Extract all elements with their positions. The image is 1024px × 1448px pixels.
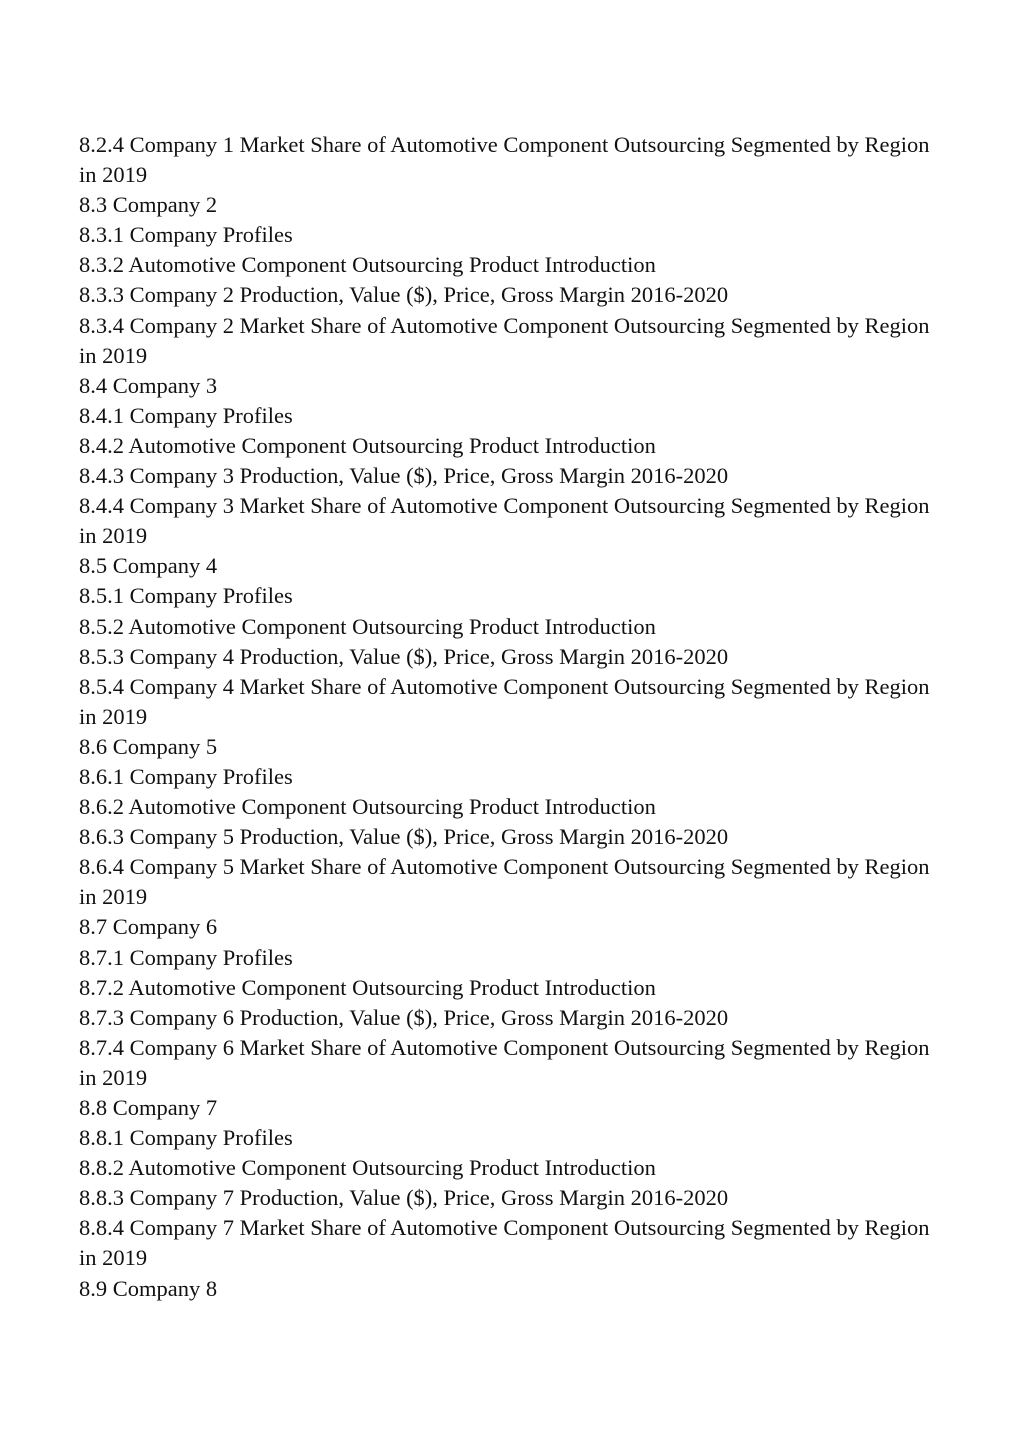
toc-entry-8-8-1: 8.8.1 Company Profiles [79,1125,293,1151]
toc-entry-8-5-4: 8.5.4 Company 4 Market Share of Automotive Component Outsourcing Segmented by Region in 2019 [79,673,930,729]
toc-entry-8-8-3: 8.8.3 Company 7 Production, Value ($), Price, Gross Margin 2016-2020 [79,1185,729,1211]
toc-entry-8-6-1: 8.6.1 Company Profiles [79,763,293,789]
toc-entry-8-3-3: 8.3.3 Company 2 Production, Value ($), Price, Gross Margin 2016-2020 [79,282,729,308]
toc-entry-8-4-1: 8.4.1 Company Profiles [79,402,293,428]
toc-entry-8-8-4: 8.8.4 Company 7 Market Share of Automotive Component Outsourcing Segmented by Region in 2019 [79,1215,930,1271]
toc-entry-8-3-1: 8.3.1 Company Profiles [79,222,293,248]
toc-entry-8-7-4: 8.7.4 Company 6 Market Share of Automotive Component Outsourcing Segmented by Region in 2019 [79,1034,930,1090]
toc-entry-8-7-3: 8.7.3 Company 6 Production, Value ($), Price, Gross Margin 2016-2020 [79,1004,729,1030]
table-of-contents [79,130,939,1304]
toc-entry-8-6-3: 8.6.3 Company 5 Production, Value ($), Price, Gross Margin 2016-2020 [79,824,729,850]
toc-entry-8-4: 8.4 Company 3 [79,372,218,398]
toc-entry-8-6-2: 8.6.2 Automotive Component Outsourcing Product Introduction [79,794,656,820]
toc-entry-8-4-3: 8.4.3 Company 3 Production, Value ($), Price, Gross Margin 2016-2020 [79,463,729,489]
toc-entry-8-3-4: 8.3.4 Company 2 Market Share of Automotive Component Outsourcing Segmented by Region in 2019 [79,312,930,368]
toc-entry-8-7-1: 8.7.1 Company Profiles [79,944,293,970]
toc-entry-8-8-2: 8.8.2 Automotive Component Outsourcing Product Introduction [79,1155,656,1181]
toc-entry-8-6-4: 8.6.4 Company 5 Market Share of Automotive Component Outsourcing Segmented by Region in 2019 [79,854,930,910]
toc-entry-8-7: 8.7 Company 6 [79,914,218,940]
toc-entry-8-4-2: 8.4.2 Automotive Component Outsourcing Product Introduction [79,432,656,458]
toc-entry-8-3: 8.3 Company 2 [79,192,218,218]
document-page [79,130,939,1304]
toc-entry-8-5: 8.5 Company 4 [79,553,218,579]
toc-entry-8-6: 8.6 Company 5 [79,733,218,759]
toc-entry-8-2-4: 8.2.4 Company 1 Market Share of Automotive Component Outsourcing Segmented by Region in 2019 [79,132,930,188]
toc-entry-8-5-2: 8.5.2 Automotive Component Outsourcing Product Introduction [79,613,656,639]
toc-entry-8-3-2: 8.3.2 Automotive Component Outsourcing Product Introduction [79,252,656,278]
toc-entry-8-5-3: 8.5.3 Company 4 Production, Value ($), Price, Gross Margin 2016-2020 [79,643,729,669]
toc-entry-8-4-4: 8.4.4 Company 3 Market Share of Automotive Component Outsourcing Segmented by Region in 2019 [79,493,930,549]
toc-entry-8-9: 8.9 Company 8 [79,1275,218,1301]
toc-entry-8-7-2: 8.7.2 Automotive Component Outsourcing Product Introduction [79,974,656,1000]
toc-entry-8-5-1: 8.5.1 Company Profiles [79,583,293,609]
toc-entry-8-8: 8.8 Company 7 [79,1095,218,1120]
